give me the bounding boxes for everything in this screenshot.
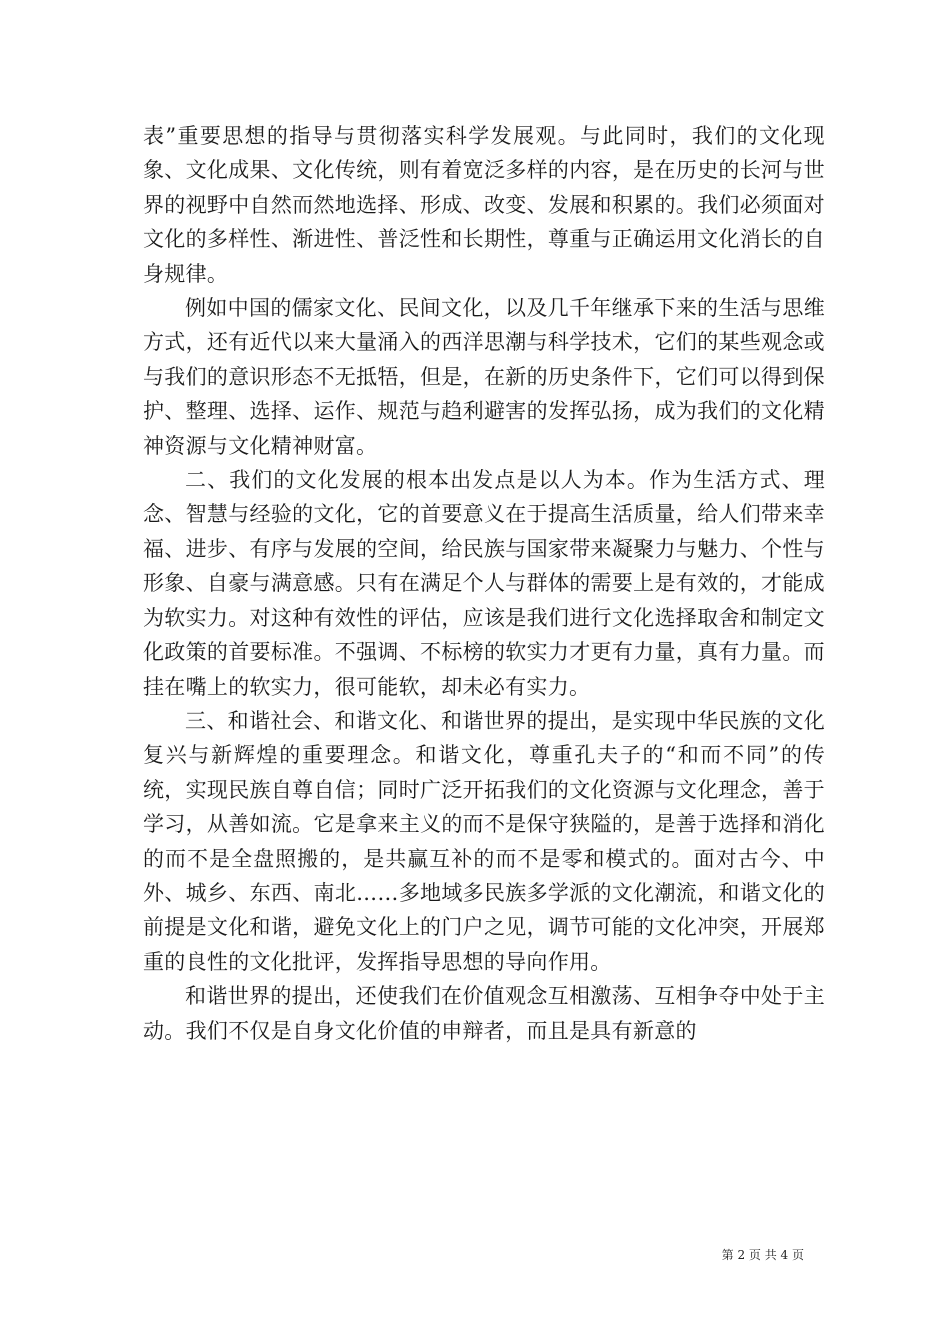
paragraph-3: 二、我们的文化发展的根本出发点是以人为本。作为生活方式、理念、智慧与经验的文化，它的首要意义在于提高生活质量，给人们带来幸福、进步、有序与发展的空间，给民族与国家带来凝聚力与魅力、个性与形象、自豪与满意感。只有在满足个人与群体的需要上是有效的，才能成为软实力。对这种有效性的评估，应该是我们进行文化选择取舍和制定文化政策的首要标准。不强调、不标榜的软实力才更有力量，真有力量。而挂在嘴上的软实力，很可能软，却未必有实力。 <box>143 468 825 699</box>
page-number: 第 2 页 共 4 页 <box>721 1248 804 1262</box>
paragraph-1: 表”重要思想的指导与贯彻落实科学发展观。与此同时，我们的文化现象、文化成果、文化传统，则有着宽泛多样的内容，是在历史的长河与世界的视野中自然而然地选择、形成、改变、发展和积累的。我们必须面对文化的多样性、渐进性、普泛性和长期性，尊重与正确运用文化消长的自身规律。 <box>143 124 825 286</box>
paragraph-5: 和谐世界的提出，还使我们在价值观念互相激荡、互相争夺中处于主动。我们不仅是自身文化价值的申辩者，而且是具有新意的 <box>143 984 825 1043</box>
paragraph-2: 例如中国的儒家文化、民间文化，以及几千年继承下来的生活与思维方式，还有近代以来大量涌入的西洋思潮与科学技术，它们的某些观念或与我们的意识形态不无抵牾，但是，在新的历史条件下，它们可以得到保护、整理、选择、运作、规范与趋利避害的发挥弘扬，成为我们的文化精神资源与文化精神财富。 <box>143 296 825 458</box>
document-body <box>143 119 825 1048</box>
paragraph-4: 三、和谐社会、和谐文化、和谐世界的提出，是实现中华民族的文化复兴与新辉煌的重要理念。和谐文化，尊重孔夫子的“和而不同”的传统，实现民族自尊自信；同时广泛开拓我们的文化资源与文化理念，善于学习，从善如流。它是拿来主义的而不是保守狭隘的，是善于选择和消化的而不是全盘照搬的，是共赢互补的而不是零和模式的。面对古今、中外、城乡、东西、南北……多地域多民族多学派的文化潮流，和谐文化的前提是文化和谐，避免文化上的门户之见，调节可能的文化冲突，开展郑重的良性的文化批评，发挥指导思想的导向作用。 <box>143 708 825 974</box>
